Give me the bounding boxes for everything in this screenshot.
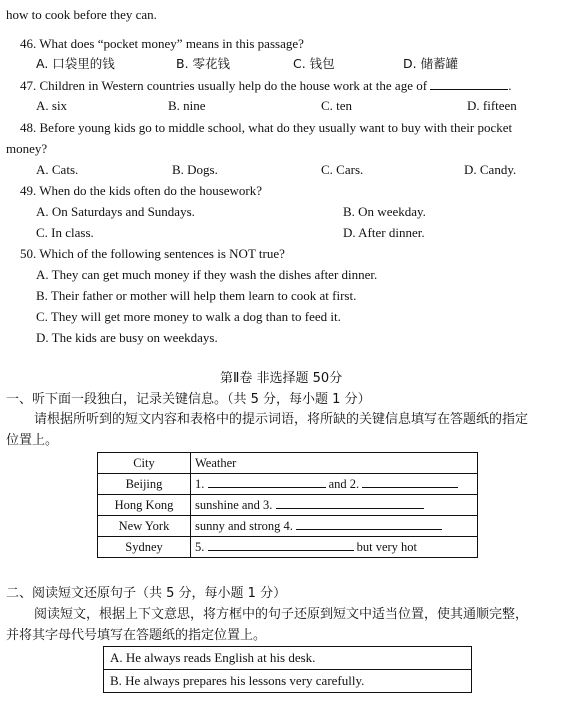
q49-option-d: D. After dinner. [343,225,425,240]
q49-option-b: B. On weekday. [343,204,426,219]
question-49-text: 49. When do the kids often do the housework? [20,183,263,198]
q50-option-d: D. The kids are busy on weekdays. [36,330,218,345]
part1-instruction-line1: 请根据所听到的短文内容和表格中的提示词语，将所缺的关键信息填写在答题纸的指定 [34,412,529,427]
answer-blank-2 [362,475,458,488]
question-50-text: 50. Which of the following sentences is NOT true? [20,246,285,261]
header-weather: Weather [191,453,478,474]
q48-option-b: B. Dogs. [172,162,218,177]
weather-text: 5. [195,540,205,554]
question-48-text-line2: money? [6,141,48,156]
weather-text: sunny and strong 4. [195,519,293,533]
q48-option-c: C. Cars. [321,162,364,177]
q50-option-c: C. They will get more money to walk a dog than to feed it. [36,309,341,324]
q50-option-b: B. Their father or mother will help them learn to cook at first. [36,288,357,303]
part2-instruction-line1: 阅读短文，根据上下文意思，将方框中的句子还原到短文中适当位置，使其通顺完整， [34,607,529,622]
table-row [98,516,478,537]
part1-heading: 一、听下面一段独白，记录关键信息。（共 5 分，每小题 1 分） [6,392,371,407]
weather-text-mid: and 2. [328,477,360,491]
q47-period: . [508,78,512,93]
section-2-title: 第Ⅱ卷 非选择题 50分 [220,371,343,386]
q47-stem: 47. Children in Western countries usually help do the house work at the age of [20,78,428,93]
table-row [98,474,478,495]
header-city: City [98,453,191,474]
q47-option-a: A. six [36,98,68,113]
q48-option-d: D. Candy. [464,162,517,177]
sentence-option-b: B. He always prepares his lessons very carefully. [104,669,471,692]
weather-text: 1. [195,477,205,491]
q46-option-a: A. 口袋里的钱 [36,56,115,71]
table-row [98,537,478,558]
weather-table [97,452,478,558]
weather-text: sunshine and 3. [195,498,273,512]
answer-blank-5 [208,538,354,551]
sentence-box [103,646,472,693]
q47-option-d: D. fifteen [467,98,517,113]
part2-heading: 二、阅读短文还原句子（共 5 分，每小题 1 分） [6,586,287,601]
question-47-text [20,77,512,95]
answer-blank-4 [296,517,442,530]
part1-instruction-line2: 位置上。 [6,433,59,448]
weather-cell [191,537,478,558]
city-cell: Beijing [98,474,191,495]
intro-tail-text: how to cook before they can. [6,7,157,22]
question-46-text: 46. What does “pocket money” means in this passage? [20,36,304,51]
answer-blank-1 [208,475,326,488]
weather-cell [191,495,478,516]
q47-answer-blank [430,77,508,90]
city-cell: Hong Kong [98,495,191,516]
table-row [98,495,478,516]
part2-instruction-line2: 并将其字母代号填写在答题纸的指定位置上。 [6,628,267,643]
q49-option-a: A. On Saturdays and Sundays. [36,204,195,219]
q46-option-d: D. 储蓄罐 [403,56,459,71]
q46-option-b: B. 零花钱 [176,56,231,71]
q46-option-c: C. 钱包 [293,56,335,71]
table-header-row [98,453,478,474]
weather-text-end: but very hot [356,540,418,554]
q50-option-a: A. They can get much money if they wash the dishes after dinner. [36,267,378,282]
q47-option-b: B. nine [168,98,206,113]
answer-blank-3 [276,496,424,509]
city-cell: Sydney [98,537,191,558]
sentence-option-a: A. He always reads English at his desk. [110,650,316,665]
q48-option-a: A. Cats. [36,162,79,177]
q47-option-c: C. ten [321,98,353,113]
city-cell: New York [98,516,191,537]
question-48-text-line1: 48. Before young kids go to middle school, what do they usually want to buy with their pocket [20,120,513,135]
weather-cell [191,516,478,537]
weather-cell [191,474,478,495]
q49-option-c: C. In class. [36,225,94,240]
